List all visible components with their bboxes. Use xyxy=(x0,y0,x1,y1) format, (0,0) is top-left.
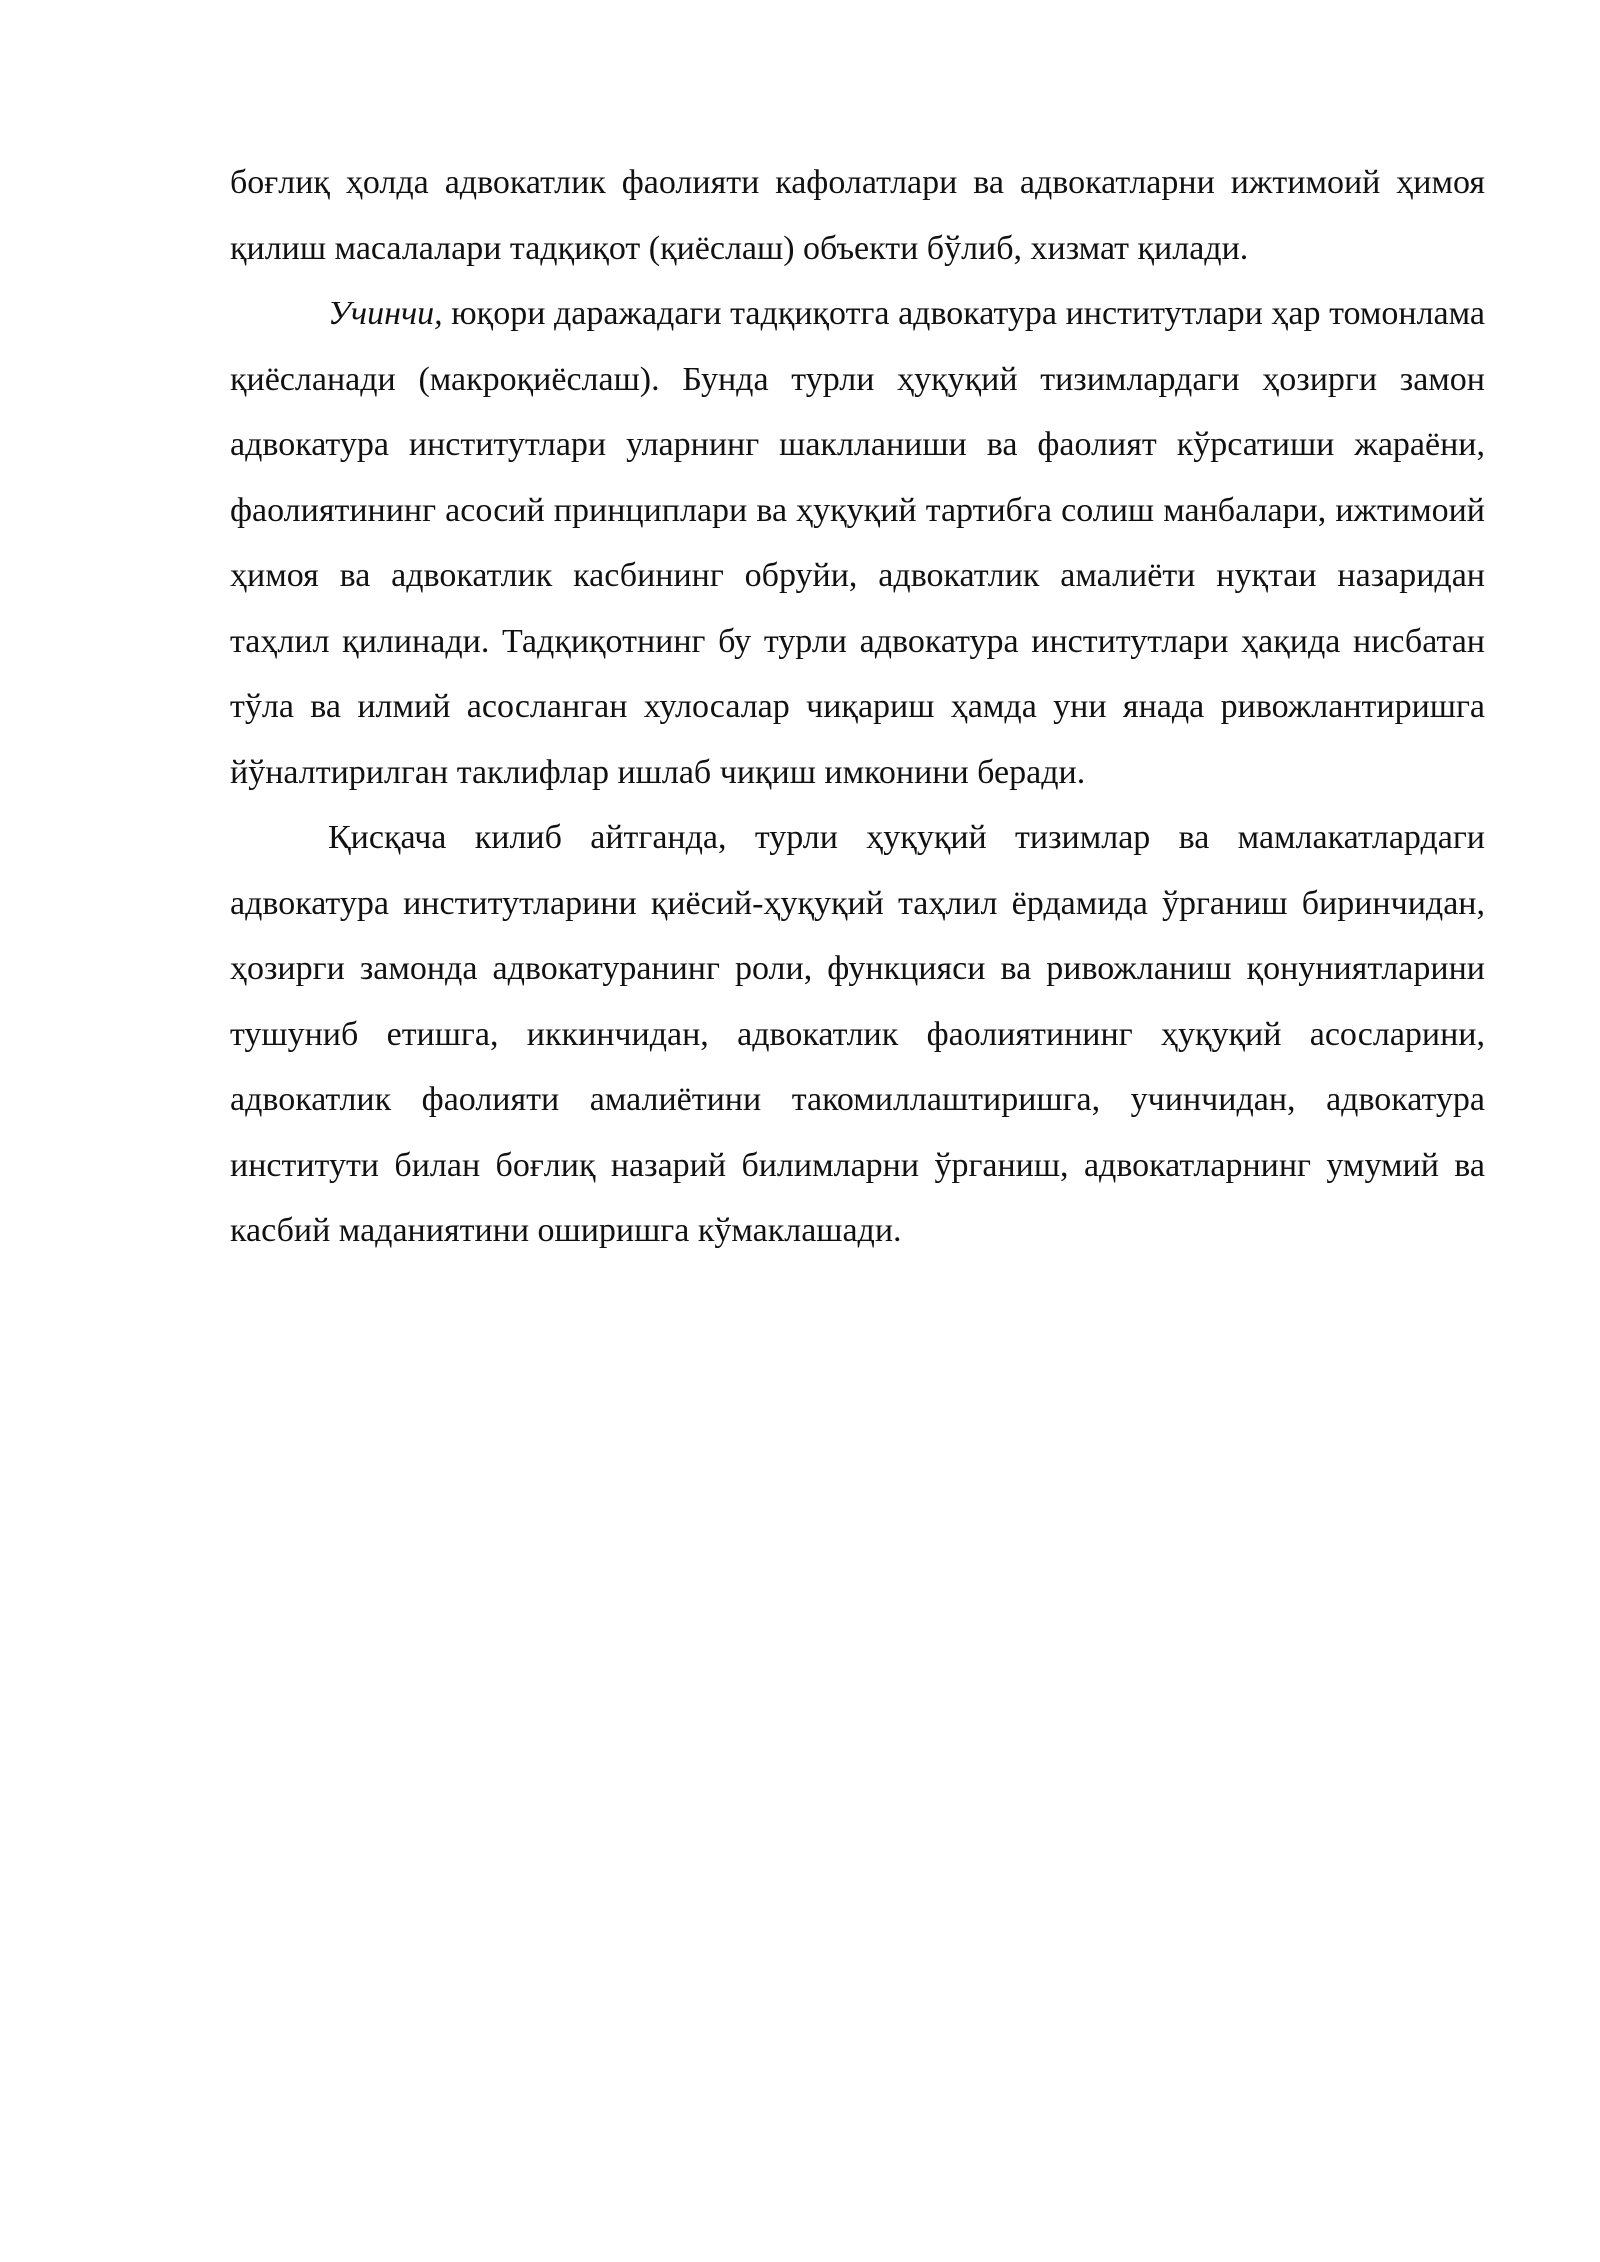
body-text xyxy=(230,150,1485,1264)
paragraph-2-lead: Учинчи, xyxy=(328,295,443,332)
paragraph-2 xyxy=(230,281,1485,805)
paragraph-3: Қисқача килиб айтганда, турли ҳуқуқий тизимлар ва мамлакатлардаги адвокатура институтларини қиёсий-ҳуқуқий таҳлил ёрдамида ўрганиш биринчидан, ҳозирги замонда адвокатуранинг роли, функцияси ва ривожланиш қонуниятларини тушуниб етишга, иккинчидан, адвокатлик фаолиятининг ҳуқуқий асосларини, адвокатлик фаолияти амалиётини такомиллаштиришга, учинчидан, адвокатура институти билан боғлиқ назарий билимларни ўрганиш, адвокатларнинг умумий ва касбий маданиятини оширишга кўмаклашади. xyxy=(230,819,1485,1249)
paragraph-1: боғлиқ ҳолда адвокатлик фаолияти кафолатлари ва адвокатларни ижтимоий ҳимоя қилиш масалалари тадқиқот (қиёслаш) объекти бўлиб, хизмат қилади. xyxy=(230,164,1485,267)
paragraph-2-body: юқори даражадаги тадқиқотга адвокатура институтлари ҳар томонлама қиёсланади (макроқиёслаш). Бунда турли ҳуқуқий тизимлардаги ҳозирги замон адвокатура институтлари уларнинг шаклланиши ва фаолият кўрсатиши жараёни, фаолиятининг асосий принциплари ва ҳуқуқий тартибга солиш манбалари, ижтимоий ҳимоя ва адвокатлик касбининг обруйи, адвокатлик амалиёти нуқтаи назаридан таҳлил қилинади. Тадқиқотнинг бу турли адвокатура институтлари ҳақида нисбатан тўла ва илмий асосланган хулосалар чиқариш ҳамда уни янада ривожлантиришга йўналтирилган таклифлар ишлаб чиқиш имконини беради. xyxy=(230,295,1485,791)
